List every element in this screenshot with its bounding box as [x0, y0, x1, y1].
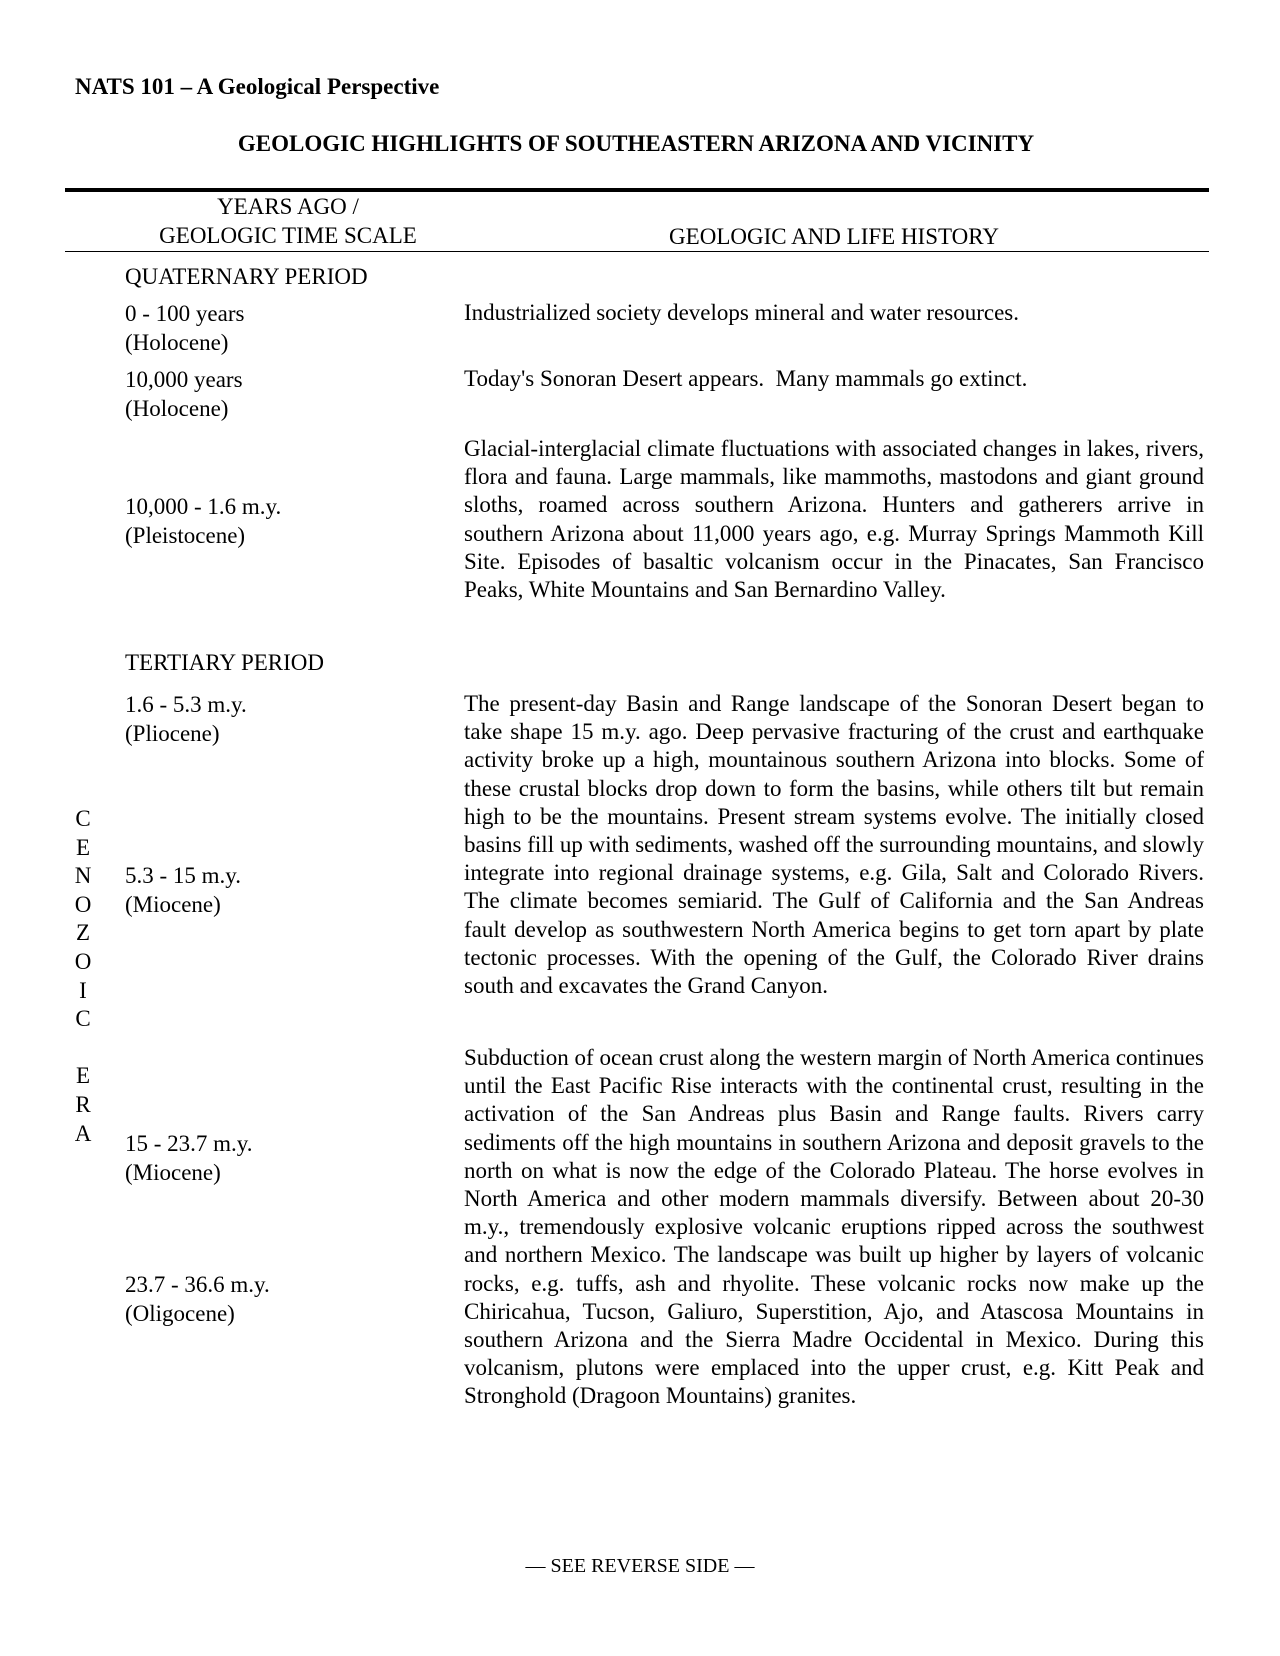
course-title: NATS 101 – A Geological Perspective	[75, 74, 440, 99]
epoch-name: (Holocene)	[125, 396, 229, 421]
era-letter: E	[75, 834, 91, 860]
time-range: 10,000 - 1.6 m.y.	[125, 494, 282, 519]
time-cell	[125, 690, 247, 748]
history-cell: The present-day Basin and Range landscape of the Sonoran Desert began to take shape 15 m.y. ago. Deep pervasive fracturing of the crust and earthquake activity broke up a high, mountainous southern Arizona into blocks. Some of these crustal blocks drop down to form the basins, while others tilt but remain high to be the mountains. Present stream systems evolve. The initially closed basins fill up with sediments, washed off the surrounding mountains, and slowly integrate into regional drainage systems, e.g. Gila, Salt and Colorado Rivers. The climate becomes semiarid. The Gulf of California and the San Andreas fault develop as southwestern North America begins to get torn apart by plate tectonic processes. With the opening of the Gulf, the Colorado River drains south and excavates the Grand Canyon.	[464, 691, 1204, 999]
era-letter: E	[75, 1063, 91, 1089]
epoch-name: (Pleistocene)	[125, 523, 246, 548]
time-cell	[125, 492, 281, 550]
time-cell	[125, 1129, 253, 1187]
time-cell	[125, 1270, 270, 1328]
time-range: 10,000 years	[125, 367, 243, 392]
time-range: 0 - 100 years	[125, 301, 245, 326]
history-cell: Industrialized society develops mineral and water resources.	[464, 300, 1019, 325]
era-letter: A	[74, 1120, 92, 1146]
epoch-name: (Miocene)	[125, 1160, 221, 1185]
era-letter: I	[79, 977, 87, 1003]
epoch-name: (Pliocene)	[125, 721, 220, 746]
history-cell: Glacial-interglacial climate fluctuations with associated changes in lakes, rivers, flora and fauna. Large mammals, like mammoths, mastodons and giant ground sloths, roamed across southern Arizona. Hunters and gatherers arrive in southern Arizona about 11,000 years ago, e.g. Murray Springs Mammoth Kill Site. Episodes of basaltic volcanism occur in the Pinacates, San Francisco Peaks, White Mountains and San Bernardino Valley.	[464, 436, 1204, 603]
era-letter: O	[74, 948, 92, 974]
column-header-time-line2: GEOLOGIC TIME SCALE	[159, 223, 417, 248]
era-letter: O	[74, 891, 92, 917]
time-cell	[125, 365, 243, 423]
table-header-rule	[65, 251, 1209, 252]
epoch-name: (Oligocene)	[125, 1301, 235, 1326]
time-range: 15 - 23.7 m.y.	[125, 1131, 253, 1156]
history-cell: Today's Sonoran Desert appears. Many mammals go extinct.	[464, 366, 1028, 391]
time-cell	[125, 299, 244, 357]
era-letter: Z	[75, 920, 91, 946]
era-letter: C	[75, 1006, 91, 1032]
time-cell	[125, 861, 241, 919]
epoch-name: (Miocene)	[125, 892, 221, 917]
time-range: 5.3 - 15 m.y.	[125, 863, 242, 888]
era-letter: N	[74, 863, 92, 889]
column-header-history: GEOLOGIC AND LIFE HISTORY	[669, 224, 999, 249]
time-range: 23.7 - 36.6 m.y.	[125, 1272, 270, 1297]
footer-see-reverse: — SEE REVERSE SIDE —	[525, 1555, 755, 1577]
column-header-time-line1: YEARS AGO /	[217, 194, 359, 219]
document-title: GEOLOGIC HIGHLIGHTS OF SOUTHEASTERN ARIZONA AND VICINITY	[237, 131, 1035, 156]
epoch-name: (Holocene)	[125, 330, 229, 355]
time-range: 1.6 - 5.3 m.y.	[125, 692, 247, 717]
era-letter: C	[75, 806, 91, 831]
history-cell: Subduction of ocean crust along the western margin of North America continues until the East Pacific Rise interacts with the continental crust, resulting in the activation of the San Andreas plus Basin and Range faults. Rivers carry sediments off the high mountains in southern Arizona and deposit gravels to the north on what is now the edge of the Colorado Plateau. The horse evolves in North America and other modern mammals diversify. Between about 20-30 m.y., tremendously explosive volcanic eruptions ripped across the southwest and northern Mexico. The landscape was built up higher by layers of volcanic rocks, e.g. tuffs, ash and rhyolite. These volcanic rocks now make up the Chiricahua, Tucson, Galiuro, Superstition, Ajo, and Atascosa Mountains in southern Arizona and the Sierra Madre Occidental in Mexico. During this volcanism, plutons were emplaced into the upper crust, e.g. Kitt Peak and Stronghold (Dragoon Mountains) granites.	[464, 1045, 1204, 1409]
era-letter: R	[75, 1091, 91, 1117]
period-heading-tertiary: TERTIARY PERIOD	[125, 650, 325, 675]
era-label-cenozoic	[64, 805, 102, 1148]
period-heading-quaternary: QUATERNARY PERIOD	[125, 264, 368, 289]
column-header-time	[118, 192, 458, 250]
